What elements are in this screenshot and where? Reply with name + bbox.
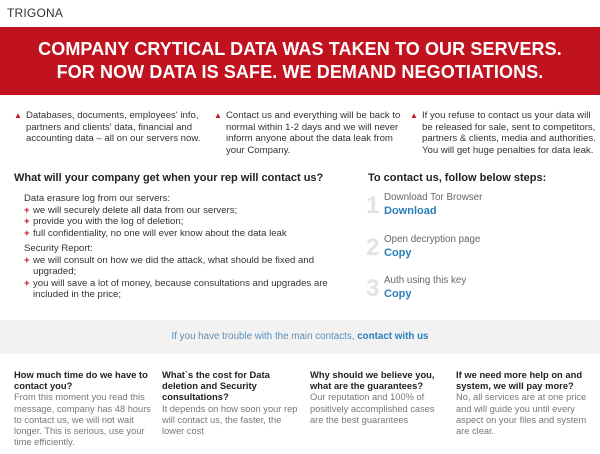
list-item-text: provide you with the log of deletion; bbox=[33, 216, 184, 227]
faq-item bbox=[310, 369, 448, 426]
report-items bbox=[24, 255, 344, 301]
brand-name: TRIGONA bbox=[7, 6, 64, 20]
info-text: If you refuse to contact us your data will be released for sale, sent to competitors, partners & clients, media and authorities. You will get huge penalties for data leak. bbox=[422, 110, 596, 156]
faq-answer: From this moment you read this message, company has 48 hours to contact us, we will not wait longer. This is serious, use your time efficiently. bbox=[14, 392, 151, 448]
faq-item bbox=[162, 369, 300, 437]
copy-decryption-page-link[interactable]: Copy bbox=[384, 247, 412, 259]
info-column-data bbox=[14, 110, 204, 145]
trouble-text: If you have trouble with the main contacts, bbox=[171, 331, 355, 342]
list-item-text: we will securely delete all data from our servers; bbox=[33, 204, 238, 216]
report-heading: Security Report: bbox=[24, 243, 93, 254]
warning-triangle-icon: ▲ bbox=[214, 111, 222, 120]
list-item bbox=[24, 278, 344, 301]
faq-answer: Our reputation and 100% of positively accomplished cases are the best guarantees bbox=[310, 392, 435, 425]
plus-icon: + bbox=[24, 254, 30, 266]
top-bar bbox=[0, 0, 600, 27]
banner-line-1: COMPANY CRYTICAL DATA WAS TAKEN TO OUR SERVERS. bbox=[38, 39, 562, 59]
list-item-text: we will consult on how we did the attack, what should be fixed and upgraded; bbox=[33, 254, 315, 277]
faq-question: Why should we believe you, what are the guarantees? bbox=[310, 369, 435, 392]
warning-triangle-icon: ▲ bbox=[14, 111, 22, 120]
plus-icon: + bbox=[24, 204, 30, 216]
step-number: 2 bbox=[366, 234, 380, 261]
list-item bbox=[24, 255, 344, 278]
faq-answer: It depends on how soon your rep will contact us, the faster, the lower cost bbox=[162, 403, 298, 437]
step-number: 1 bbox=[366, 192, 380, 219]
list-item bbox=[24, 205, 344, 217]
benefits-list bbox=[24, 193, 344, 301]
faq-question: If we need more help on and system, we will pay more? bbox=[456, 369, 583, 392]
list-item bbox=[24, 228, 344, 240]
plus-icon: + bbox=[24, 216, 30, 227]
step-label: Download Tor Browser bbox=[384, 192, 483, 203]
list-item-text: you will save a lot of money, because consultations and upgrades are included in the price; bbox=[33, 277, 328, 300]
list-item-text: full confidentiality, no one will ever know about the data leak bbox=[33, 227, 287, 239]
plus-icon: + bbox=[24, 277, 30, 289]
faq-question: What`s the cost for Data deletion and Security consultations? bbox=[162, 369, 270, 403]
download-tor-link[interactable]: Download bbox=[384, 205, 437, 217]
banner-line-2: FOR NOW DATA IS SAFE. WE DEMAND NEGOTIATIONS. bbox=[56, 62, 544, 82]
steps-title: To contact us, follow below steps: bbox=[368, 172, 547, 184]
info-text: Contact us and everything will be back to normal within 1-2 days and we will never inform anyone about the data leak from your Company. bbox=[226, 110, 401, 156]
ransom-banner bbox=[0, 27, 600, 95]
log-items bbox=[24, 205, 344, 240]
step-label: Auth using this key bbox=[384, 275, 467, 286]
step-number: 3 bbox=[366, 275, 380, 302]
list-item bbox=[24, 216, 344, 228]
log-heading: Data erasure log from our servers: bbox=[24, 193, 171, 204]
info-column-contact bbox=[214, 110, 404, 156]
info-column-refuse bbox=[410, 110, 598, 156]
trouble-bar bbox=[0, 320, 600, 354]
step-1 bbox=[366, 192, 586, 228]
step-2 bbox=[366, 234, 586, 270]
plus-icon: + bbox=[24, 227, 30, 239]
faq-item bbox=[14, 369, 152, 448]
faq-answer: No, all services are at one price and will guide you until every aspect on your files and system are clear. bbox=[456, 392, 587, 437]
info-text: Databases, documents, employees' info, partners and clients' data, financial and accounting data – all on our servers now. bbox=[26, 110, 201, 144]
step-3 bbox=[366, 275, 586, 311]
benefits-title: What will your company get when your rep will contact us? bbox=[14, 172, 324, 184]
faq-question: How much time do we have to contact you? bbox=[14, 369, 148, 392]
contact-us-link[interactable]: contact with us bbox=[357, 331, 429, 342]
step-label: Open decryption page bbox=[384, 234, 481, 245]
faq-item bbox=[456, 369, 590, 437]
copy-auth-key-link[interactable]: Copy bbox=[384, 288, 412, 300]
warning-triangle-icon: ▲ bbox=[410, 111, 418, 120]
